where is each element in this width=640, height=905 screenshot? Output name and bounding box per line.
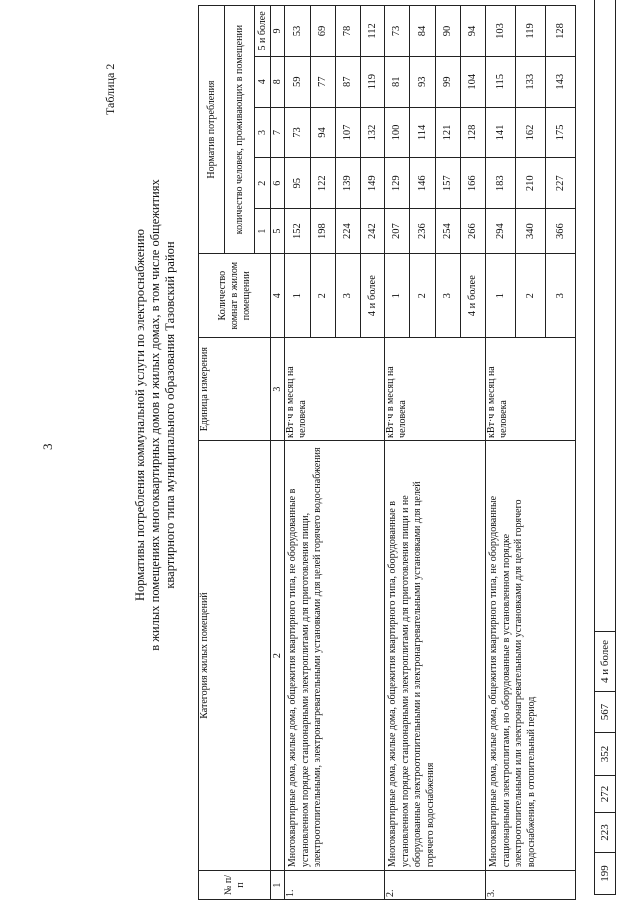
table-row <box>385 6 410 900</box>
table-row <box>486 6 516 900</box>
prev-empty-cell <box>595 0 616 632</box>
value-cell: 139 <box>336 158 361 209</box>
value-cell: 103 <box>486 6 516 57</box>
header-rooms: Количество комнат в жилом помещении <box>199 254 271 338</box>
prev-value: 223 <box>595 813 616 853</box>
value-cell: 366 <box>546 209 576 254</box>
value-cell: 146 <box>410 158 436 209</box>
value-cell: 114 <box>410 107 436 158</box>
value-cell: 129 <box>385 158 410 209</box>
value-cell: 210 <box>516 158 546 209</box>
value-cell: 78 <box>336 6 361 57</box>
header-person-col: 1 <box>255 209 271 254</box>
value-cell: 294 <box>486 209 516 254</box>
value-cell: 121 <box>436 107 461 158</box>
category-text: Многоквартирные дома, жилые дома, общежития квартирного типа, не оборудованные стационарными электроплитами, но оборудованные в установленном порядке электроотопительными или электронагревательными установками для целей горячего водоснабжения, в отопительный период <box>486 440 576 870</box>
prev-value: 352 <box>595 733 616 776</box>
prev-value: 567 <box>595 692 616 733</box>
header-person-col: 2 <box>255 158 271 209</box>
value-cell: 119 <box>361 56 385 107</box>
title-line: квартирного типа муниципального образования Тазовский район <box>163 241 177 589</box>
value-cell: 149 <box>361 158 385 209</box>
value-cell: 157 <box>436 158 461 209</box>
value-cell: 183 <box>486 158 516 209</box>
rooms-cell: 3 <box>336 254 361 338</box>
value-cell: 141 <box>486 107 516 158</box>
value-cell: 340 <box>516 209 546 254</box>
table-label: Таблица 2 <box>103 63 117 115</box>
index-cell: 5 <box>271 209 285 254</box>
value-cell: 132 <box>361 107 385 158</box>
value-cell: 227 <box>546 158 576 209</box>
value-cell: 53 <box>285 6 311 57</box>
rooms-cell: 3 <box>546 254 576 338</box>
value-cell: 87 <box>336 56 361 107</box>
value-cell: 77 <box>311 56 336 107</box>
prev-value: 272 <box>595 776 616 813</box>
value-cell: 242 <box>361 209 385 254</box>
rooms-cell: 1 <box>486 254 516 338</box>
value-cell: 128 <box>546 6 576 57</box>
value-cell: 73 <box>285 107 311 158</box>
value-cell: 69 <box>311 6 336 57</box>
rooms-cell: 3 <box>436 254 461 338</box>
previous-table-fragment <box>594 0 616 895</box>
value-cell: 207 <box>385 209 410 254</box>
value-cell: 119 <box>516 6 546 57</box>
page-number: 3 <box>40 443 55 450</box>
value-cell: 122 <box>311 158 336 209</box>
unit-text: кВт·ч в месяц на человека <box>486 338 576 441</box>
row-num: 1. <box>285 871 385 900</box>
header-num: № п/п <box>199 871 271 900</box>
prev-value: 199 <box>595 853 616 895</box>
header-row <box>199 6 225 900</box>
header-person-col: 3 <box>255 107 271 158</box>
unit-text: кВт·ч в месяц на человека <box>385 338 486 441</box>
index-cell: 2 <box>271 440 285 870</box>
rooms-cell: 2 <box>516 254 546 338</box>
index-cell: 3 <box>271 338 285 441</box>
norms-table <box>198 5 576 900</box>
value-cell: 224 <box>336 209 361 254</box>
value-cell: 94 <box>311 107 336 158</box>
index-cell: 1 <box>271 871 285 900</box>
category-text: Многоквартирные дома, жилые дома, общежития квартирного типа, оборудованные в установленном порядке стационарными электроплитами для приготовления пищи и не оборудованные электроотопительными и электронагревательными установками для целей горячего водоснабжения <box>385 440 486 870</box>
index-cell: 8 <box>271 56 285 107</box>
value-cell: 175 <box>546 107 576 158</box>
prev-rooms-label: 4 и более <box>595 632 616 692</box>
value-cell: 128 <box>461 107 486 158</box>
index-cell: 9 <box>271 6 285 57</box>
header-person-col: 4 <box>255 56 271 107</box>
value-cell: 115 <box>486 56 516 107</box>
value-cell: 100 <box>385 107 410 158</box>
header-person-col: 5 и более <box>255 6 271 57</box>
rooms-cell: 4 и более <box>361 254 385 338</box>
table-row <box>285 6 311 900</box>
value-cell: 143 <box>546 56 576 107</box>
value-cell: 152 <box>285 209 311 254</box>
value-cell: 162 <box>516 107 546 158</box>
rooms-cell: 2 <box>311 254 336 338</box>
rooms-cell: 1 <box>385 254 410 338</box>
value-cell: 90 <box>436 6 461 57</box>
value-cell: 73 <box>385 6 410 57</box>
value-cell: 93 <box>410 56 436 107</box>
value-cell: 84 <box>410 6 436 57</box>
index-cell: 4 <box>271 254 285 338</box>
value-cell: 94 <box>461 6 486 57</box>
category-text: Многоквартирные дома, жилые дома, общежития квартирного типа, не оборудованные в установленном порядке стационарными электроплитами для приготовления пищи, электроотопительными, электронагревательными установками для целей горячего водоснабжения <box>285 440 385 870</box>
table-title <box>133 95 178 735</box>
value-cell: 107 <box>336 107 361 158</box>
rooms-cell: 2 <box>410 254 436 338</box>
index-row <box>271 6 285 900</box>
rooms-cell: 1 <box>285 254 311 338</box>
value-cell: 198 <box>311 209 336 254</box>
value-cell: 236 <box>410 209 436 254</box>
value-cell: 95 <box>285 158 311 209</box>
header-category: Категория жилых помещений <box>199 440 271 870</box>
value-cell: 133 <box>516 56 546 107</box>
previous-table-row <box>595 0 616 895</box>
value-cell: 266 <box>461 209 486 254</box>
header-persons: количество человек, проживающих в помещении <box>225 6 255 254</box>
value-cell: 99 <box>436 56 461 107</box>
value-cell: 112 <box>361 6 385 57</box>
row-num: 2. <box>385 871 486 900</box>
unit-text: кВт·ч в месяц на человека <box>285 338 385 441</box>
row-num: 3. <box>486 871 576 900</box>
value-cell: 59 <box>285 56 311 107</box>
value-cell: 81 <box>385 56 410 107</box>
index-cell: 6 <box>271 158 285 209</box>
value-cell: 254 <box>436 209 461 254</box>
rooms-cell: 4 и более <box>461 254 486 338</box>
value-cell: 104 <box>461 56 486 107</box>
header-norm: Норматив потребления <box>199 6 225 254</box>
index-cell: 7 <box>271 107 285 158</box>
title-line: в жилых помещениях многоквартирных домов и жилых домах, в том числе общежитиях <box>148 179 162 651</box>
title-line: Нормативы потребления коммунальной услуги по электроснабжению <box>133 229 147 601</box>
value-cell: 166 <box>461 158 486 209</box>
header-unit: Единица измерения <box>199 338 271 441</box>
